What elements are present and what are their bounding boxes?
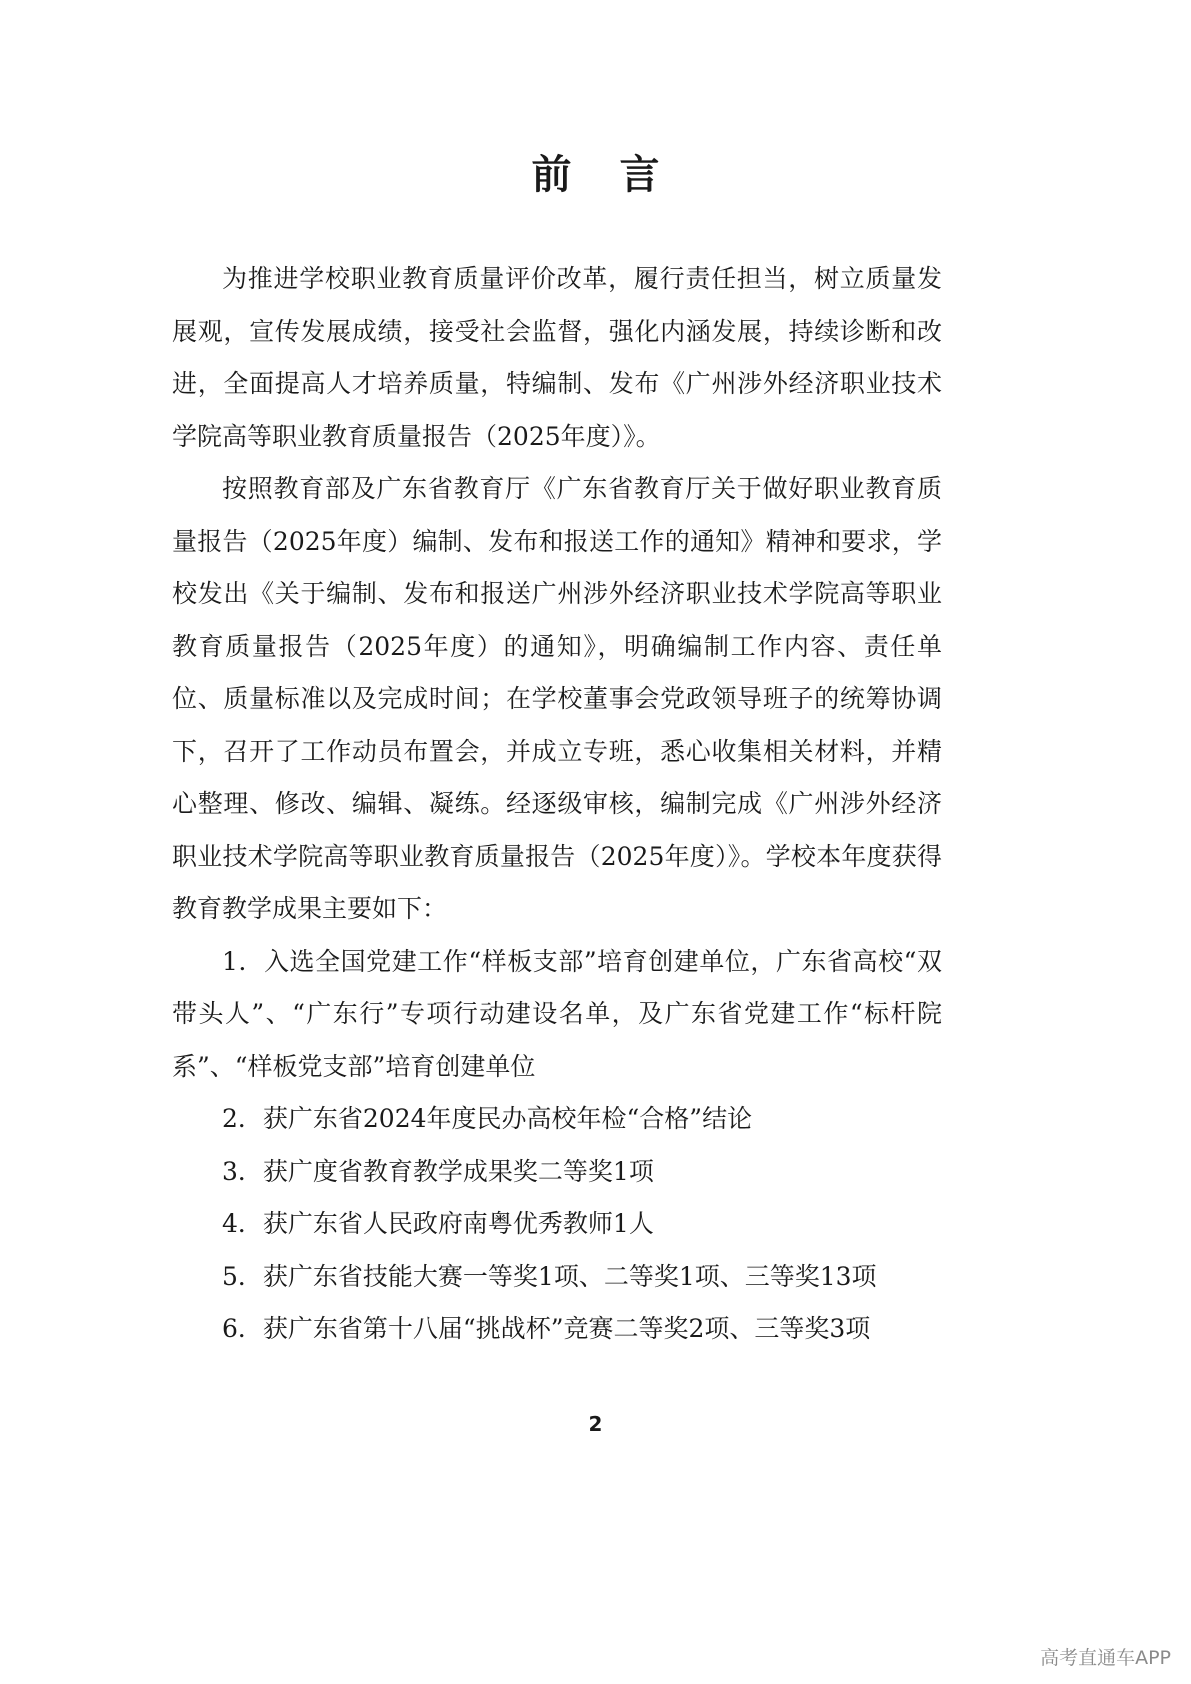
paragraph-process: 按照教育部及广东省教育厅《广东省教育厅关于做好职业教育质量报告（2025年度）编制、发布和报送工作的通知》精神和要求，学校发出《关于编制、发布和报送广州涉外经济职业技术学院高等职业教育质量报告（2025年度）的通知》，明确编制工作内容、责任单位、质量标准以及完成时间；在学校董事会党政领导班子的统筹协调下，召开了工作动员布置会，并成立专班，悉心收集相关材料，并精心整理、修改、编辑、凝练。经逐级审核，编制完成《广州涉外经济职业技术学院高等职业教育质量报告（2025年度）》。学校本年度获得教育教学成果主要如下： xyxy=(172,474,942,923)
list-item: 3．获广度省教育教学成果奖二等奖1项 xyxy=(222,1156,654,1186)
achievements-list xyxy=(172,936,942,1356)
watermark: 高考直通车APP xyxy=(1040,1647,1171,1669)
list-item: 1．入选全国党建工作“样板支部”培育创建单位，广东省高校“双带头人”、“广东行”专项行动建设名单，及广东省党建工作“标杆院系”、“样板党支部”培育创建单位 xyxy=(172,946,942,1081)
page-number: 2 xyxy=(588,1412,603,1436)
body-text xyxy=(172,253,942,1356)
list-item: 4．获广东省人民政府南粤优秀教师1人 xyxy=(222,1209,654,1238)
page-title: 前言 xyxy=(531,152,708,198)
paragraph-intro: 为推进学校职业教育质量评价改革，履行责任担当，树立质量发展观，宣传发展成绩，接受社会监督，强化内涵发展，持续诊断和改进，全面提高人才培养质量，特编制、发布《广州涉外经济职业技术学院高等职业教育质量报告（2025年度）》。 xyxy=(172,264,942,451)
list-item: 5．获广东省技能大赛一等奖1项、二等奖1项、三等奖13项 xyxy=(222,1261,877,1291)
list-item: 2．获广东省2024年度民办高校年检“合格”结论 xyxy=(222,1104,753,1133)
list-item: 6．获广东省第十八届“挑战杯”竞赛二等奖2项、三等奖3项 xyxy=(222,1314,871,1343)
